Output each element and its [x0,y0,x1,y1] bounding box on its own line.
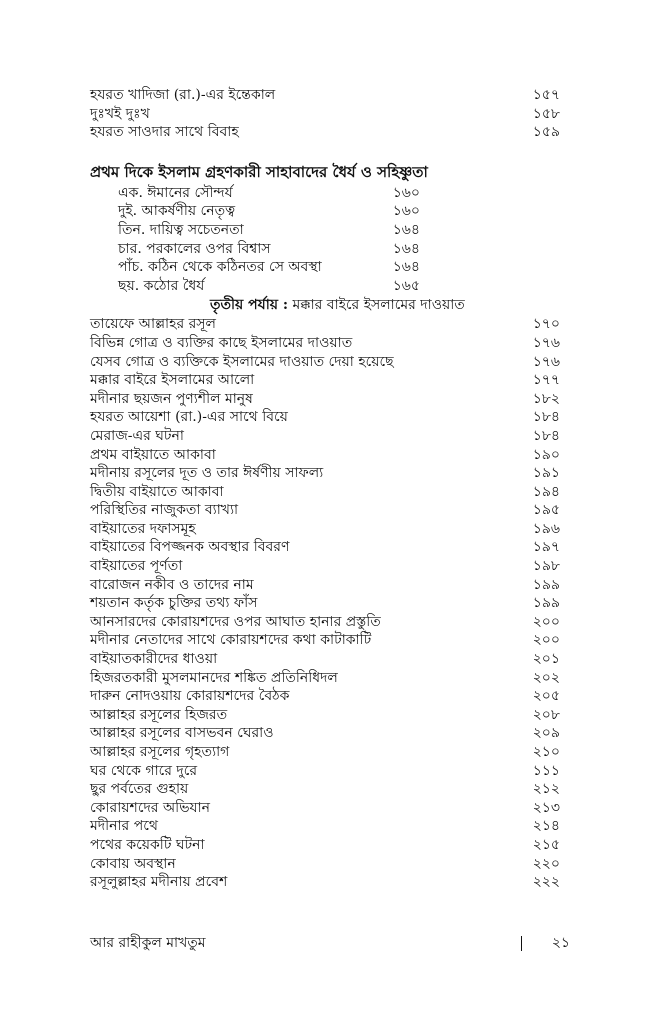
toc-entry-page: ২১০ [532,744,560,760]
toc-entry-title: ঘর থেকে গারে দুরে [90,762,198,779]
toc-entry-title: কোরায়শদের অভিযান [90,799,210,816]
page-footer [90,933,570,953]
toc-entry-page: ১৮৪ [532,427,560,444]
toc-entry [90,650,560,669]
toc-entry-page: ১৯৪ [532,483,560,500]
toc-entry [90,446,560,465]
toc-entry-title: মদীনার ছয়জন পুণ্যশীল মানুষ [90,390,253,407]
toc-entry-page: ২০৫ [532,688,560,705]
toc-entry [90,687,560,706]
toc-entry [90,86,560,105]
toc-entry [90,501,560,520]
toc-sub-entry [90,240,560,259]
toc-entry-title: বাইয়াতের বিপজ্জনক অবস্থার বিবরণ [90,539,290,556]
toc-entry-page: ১৯১ [532,465,560,482]
toc-entry-page: ১৯৯ [532,595,560,612]
toc-entry-page: ১৮২ [532,390,560,407]
toc-sub-entry [90,202,560,221]
toc-entry-page: ২০৯ [532,725,560,742]
toc-entry-title: বাইয়াতের পূর্ণতা [90,558,183,575]
toc-entry-title: হযরত খাদিজা (রা.)-এর ইন্তেকাল [90,87,276,103]
toc-sub-entry-page: ১৬৫ [392,277,420,294]
toc-entry-title: কোবায় অবস্থান [90,855,176,872]
toc-entry-page: ২২২ [532,874,560,891]
toc-sub-entry-title: তিন. দায়িত্ব সচেতনতা [118,221,244,238]
toc-entry-page: ২১৪ [532,818,560,835]
toc-entry-title: যেসব গোত্র ও ব্যক্তিকে ইসলামের দাওয়াত দেয়া হয়েছে [90,353,394,370]
toc-entry-title: মদীনায় রসূলের দূত ও তার ঈর্ষণীয় সাফল্য [90,465,324,482]
toc-entry [90,669,560,688]
toc-entry-title: পথের কয়েকটি ঘটনা [90,836,205,853]
toc-entry-page: ২০২ [532,669,560,686]
toc-entry-title: মদীনার নেতাদের সাথে কোরায়শদের কথা কাটাকাটি [90,632,372,649]
toc-entry-title: মদীনার পথে [90,818,158,835]
toc-entry-page: ১৯৭ [532,539,560,556]
toc-sub-entry-page: ১৬৪ [392,240,420,257]
toc-entry-page: ২১২ [532,781,560,798]
toc-entry-page: ২০৮ [532,706,560,723]
toc-sub-entry-title: এক. ঈমানের সৌন্দর্য [118,184,233,201]
footer-divider [521,936,522,951]
toc-sub-entry-title: ছয়. কঠোর ধৈর্য [118,277,205,294]
spacer [90,142,560,160]
toc-entry-page: ২০০ [532,632,560,649]
toc-sub-entry-page: ১৬৪ [392,221,420,238]
toc-entry [90,631,560,650]
toc-entry [90,576,560,595]
toc-sub-entry [90,184,560,203]
toc-entry-title: হযরত আয়েশা (রা.)-এর সাথে বিয়ে [90,409,288,426]
toc-entry [90,408,560,427]
toc-entry [90,762,560,781]
toc-entry [90,799,560,818]
toc-entry-page: ১৭৬ [532,353,560,370]
toc-entry-page: ১৫৯ [532,124,560,141]
toc-entry-page: ১৫৭ [532,87,560,103]
toc-entry-title: পরিস্থিতির নাজুকতা ব্যাখ্যা [90,502,239,519]
toc-entry [90,427,560,446]
section-heading: প্রথম দিকে ইসলাম গ্রহণকারী সাহাবাদের ধৈর্য ও সহিষ্ণুতা [90,162,428,181]
toc-entry-title: আল্লাহর রসূলের হিজরত [90,706,228,723]
footer-book-title: আর রাহীকুল মাখতুম [90,935,206,951]
toc-entry-title: ছুর পর্বতের গুহায় [90,781,189,798]
toc-entry-title: বাইয়াতকারীদের ধাওয়া [90,651,218,668]
toc-entry [90,334,560,353]
toc-entry-page: ১৭০ [532,316,560,333]
toc-entry [90,371,560,390]
toc-entry-title: বিভিন্ন গোত্র ও ব্যক্তির কাছে ইসলামের দাওয়াত [90,334,353,351]
toc-entry-page: ১৭৭ [532,372,560,389]
toc-entry [90,594,560,613]
toc-entry-title: দুঃখই দুঃখ [90,105,150,122]
toc-entry [90,706,560,725]
toc-entry-title: শয়তান কর্তৃক চুক্তির তথ্য ফাঁস [90,595,258,612]
toc-entry [90,855,560,874]
toc-sub-entry-title: চার. পরকালের ওপর বিশ্বাস [118,240,271,257]
toc-entry-page: ২১৫ [532,836,560,853]
toc-entry-title: হিজরতকারী মুসলমানদের শঙ্কিত প্রতিনিধিদল [90,669,338,686]
toc-entry-page: ১৭৬ [532,334,560,351]
table-of-contents [90,86,560,892]
toc-entry [90,353,560,372]
toc-entry-page: ১৯৮ [532,558,560,575]
toc-entry-title: রসূলুল্লাহর মদীনায় প্রবেশ [90,874,228,891]
toc-entry [90,817,560,836]
toc-sub-entry-title: পাঁচ. কঠিন থেকে কঠিনতর সে অবস্থা [118,259,322,276]
toc-sub-entry [90,277,560,296]
toc-entry [90,123,560,142]
toc-entry [90,520,560,539]
toc-entry [90,464,560,483]
toc-sub-entry [90,221,560,240]
toc-entry-title: দ্বিতীয় বাইয়াতে আকাবা [90,483,224,500]
toc-entry-title: বাইয়াতের দফাসমূহ [90,520,196,537]
toc-entry [90,780,560,799]
toc-sub-entry-page: ১৬০ [392,203,420,220]
footer-page-number: ২১ [551,935,570,951]
toc-entry-title: মেরাজ-এর ঘটনা [90,427,184,444]
toc-entry-page: ১৯৫ [532,502,560,519]
toc-entry-page: ২১৩ [532,799,560,816]
toc-entry-title: প্রথম বাইয়াতে আকাবা [90,446,216,463]
toc-entry [90,613,560,632]
toc-entry [90,836,560,855]
toc-entry [90,873,560,892]
toc-sub-entry-page: ১৬৪ [392,259,420,276]
toc-entry [90,743,560,762]
toc-entry [90,557,560,576]
toc-entry-page: ১৫৮ [532,105,560,122]
toc-entry [90,724,560,743]
toc-entry-title: তায়েফে আল্লাহর রসূল [90,316,216,333]
toc-entry [90,538,560,557]
toc-entry-page: ১৯৬ [532,520,560,537]
toc-entry-title: আনসারদের কোরায়শদের ওপর আঘাত হানার প্রস্তুতি [90,613,381,630]
toc-entry-title: আল্লাহর রসূলের গৃহত্যাগ [90,744,230,760]
toc-entry-page: ২০১ [532,651,560,668]
toc-entry-title: বারোজন নকীব ও তাদের নাম [90,576,254,593]
phase-heading [90,295,560,315]
phase-heading-label: তৃতীয় পর্যায় : [210,297,289,314]
toc-entry [90,483,560,502]
toc-entry-title: হযরত সাওদার সাথে বিবাহ [90,124,239,141]
toc-sub-entry [90,258,560,277]
toc-entry-page: ২২০ [532,855,560,872]
toc-entry-title: মক্কার বাইরে ইসলামের আলো [90,372,255,389]
toc-entry-page: ১১১ [532,762,560,779]
toc-entry-page: ১৮৪ [532,409,560,426]
toc-entry-page: ১৯৯ [532,576,560,593]
toc-entry [90,105,560,124]
toc-entry-title: দারুন নোদওয়ায় কোরায়শদের বৈঠক [90,688,290,705]
toc-entry-page: ২০০ [532,613,560,630]
toc-sub-entry-page: ১৬০ [392,184,420,201]
toc-entry [90,390,560,409]
toc-entry [90,315,560,334]
toc-entry-title: আল্লাহর রসূলের বাসভবন ঘেরাও [90,725,274,742]
phase-heading-text: মক্কার বাইরে ইসলামের দাওয়াত [288,297,465,314]
toc-entry-page: ১৯০ [532,446,560,463]
toc-sub-entry-title: দুই. আকর্ষণীয় নেতৃত্ব [118,203,236,220]
